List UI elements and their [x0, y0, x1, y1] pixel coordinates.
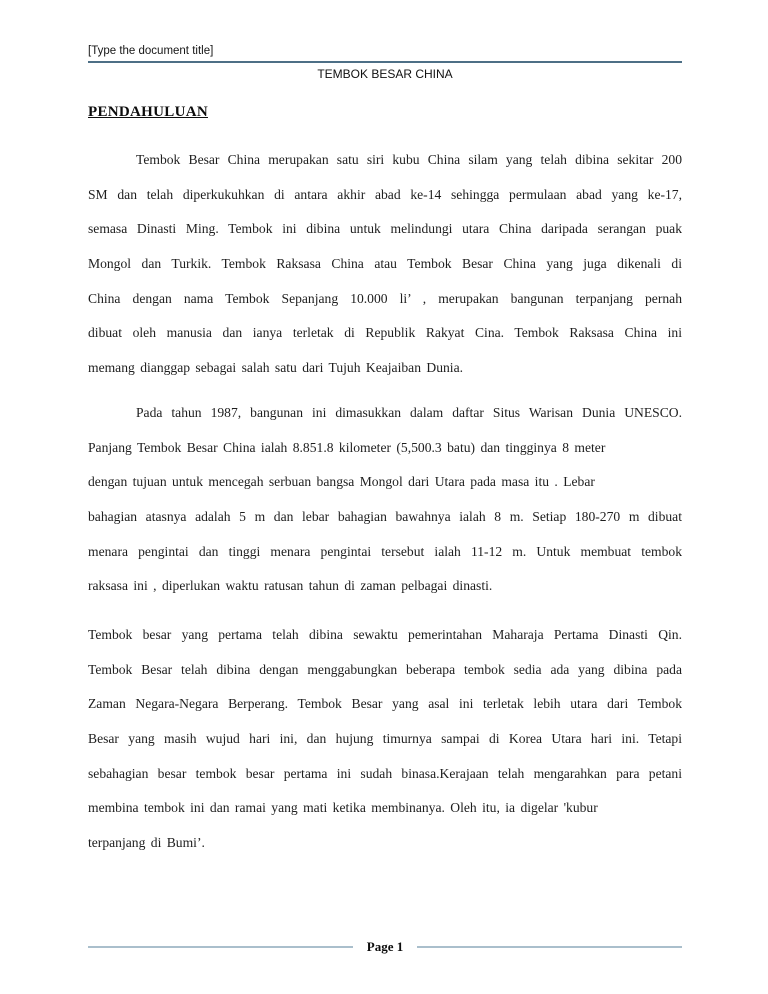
text-line: Tembok Besar telah dibina dengan menggabungkan beberapa tembok sedia ada yang dibina pada: [88, 661, 682, 677]
section-heading: PENDAHULUAN: [88, 104, 208, 120]
text-line: Panjang Tembok Besar China ialah 8.851.8 kilometer (5,500.3 batu) dan tingginya 8 meter: [88, 439, 606, 455]
text-line: SM dan telah diperkukuhkan di antara akhir abad ke-14 sehingga permulaan abad yang ke-17,: [88, 186, 682, 202]
document-title: TEMBOK BESAR CHINA: [317, 67, 453, 81]
page-header: [88, 0, 682, 63]
paragraph: [88, 396, 682, 604]
page-footer: [88, 939, 682, 955]
text-line: Pada tahun 1987, bangunan ini dimasukkan dalam daftar Situs Warisan Dunia UNESCO.: [136, 404, 682, 420]
paragraph: [88, 618, 682, 861]
footer-rule-left: [88, 946, 353, 948]
document-title-placeholder[interactable]: [Type the document title]: [88, 45, 214, 57]
text-line: bahagian atasnya adalah 5 m dan lebar bahagian bawahnya ialah 8 m. Setiap 180-270 m dibuat: [88, 508, 682, 524]
text-line: membina tembok ini dan ramai yang mati ketika membinanya. Oleh itu, ia digelar 'kubur: [88, 800, 598, 816]
text-line: Zaman Negara-Negara Berperang. Tembok Besar yang asal ini terletak lebih utara dari Tembok: [88, 696, 682, 712]
text-line: sebahagian besar tembok besar pertama ini sudah binasa.Kerajaan telah mengarahkan para petani: [88, 765, 682, 781]
paragraph: [88, 143, 682, 386]
footer-rule-right: [417, 946, 682, 948]
document-body: [88, 143, 682, 861]
text-line: terpanjang di Bumi’.: [88, 835, 205, 851]
text-line: dibuat oleh manusia dan ianya terletak di Republik Rakyat Cina. Tembok Raksasa China ini: [88, 325, 682, 341]
text-line: memang dianggap sebagai salah satu dari Tujuh Keajaiban Dunia.: [88, 360, 464, 376]
text-line: Tembok Besar China merupakan satu siri kubu China silam yang telah dibina sekitar 200: [136, 152, 682, 167]
text-line: Mongol dan Turkik. Tembok Raksasa China atau Tembok Besar China yang juga dikenali di: [88, 256, 682, 272]
text-line: semasa Dinasti Ming. Tembok ini dibina untuk melindungi utara China daripada serangan puak: [88, 221, 682, 237]
text-line: Besar yang masih wujud hari ini, dan hujung timurnya sampai di Korea Utara hari ini. Tetapi: [88, 731, 682, 746]
text-line: menara pengintai dan tinggi menara pengintai tersebut ialah 11-12 m. Untuk membuat tembok: [88, 543, 682, 559]
page-number: Page 1: [366, 939, 404, 954]
text-line: Tembok besar yang pertama telah dibina sewaktu pemerintahan Maharaja Pertama Dinasti Qin.: [88, 626, 682, 642]
text-line: China dengan nama Tembok Sepanjang 10.000 li’ , merupakan bangunan terpanjang pernah: [88, 290, 682, 306]
text-line: raksasa ini , diperlukan waktu ratusan tahun di zaman pelbagai dinasti.: [88, 578, 493, 594]
text-line: dengan tujuan untuk mencegah serbuan bangsa Mongol dari Utara pada masa itu . Lebar: [88, 474, 595, 490]
